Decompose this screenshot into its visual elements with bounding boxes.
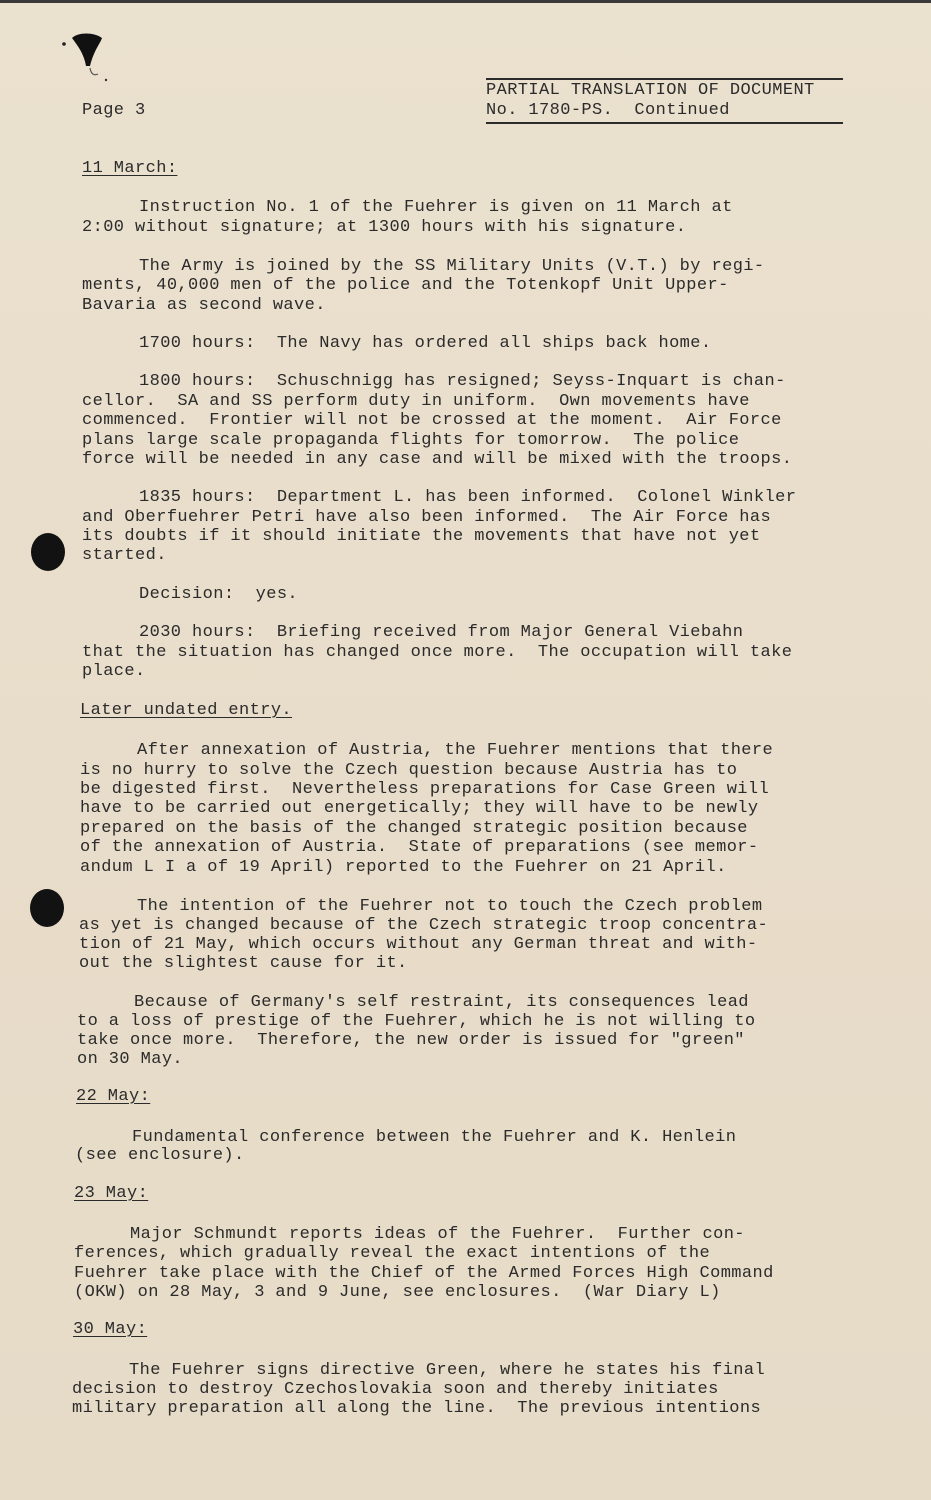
paragraph-line: take once more. Therefore, the new order is issued for "green" — [77, 1031, 745, 1050]
paragraph-line: Major Schmundt reports ideas of the Fuehrer. Further con- — [130, 1225, 745, 1244]
paragraph-line: Decision: yes. — [139, 585, 299, 604]
paragraph-line: 1800 hours: Schuschnigg has resigned; Seyss-Inquart is chan- — [139, 372, 786, 391]
header-top-rule — [486, 78, 843, 80]
paragraph-line: force will be needed in any case and will be mixed with the troops. — [82, 450, 793, 469]
paragraph-line: The Army is joined by the SS Military Units (V.T.) by regi- — [139, 257, 765, 276]
paragraph-line: place. — [82, 662, 146, 681]
paragraph-line: Bavaria as second wave. — [82, 296, 326, 315]
paragraph-line: is no hurry to solve the Czech question because Austria has to — [80, 761, 738, 780]
paragraph-line: The intention of the Fuehrer not to touch the Czech problem — [137, 897, 763, 916]
section-heading-22-may: 22 May: — [76, 1087, 151, 1106]
paragraph-line: prepared on the basis of the changed strategic position because — [80, 819, 748, 838]
paragraph-line: out the slightest cause for it. — [79, 954, 408, 973]
document-title-line1: PARTIAL TRANSLATION OF DOCUMENT — [486, 81, 815, 100]
document-title-line2: No. 1780-PS. Continued — [486, 101, 730, 120]
paragraph-line: After annexation of Austria, the Fuehrer mentions that there — [137, 741, 774, 760]
paragraph-line: commenced. Frontier will not be crossed at the moment. Air Force — [82, 411, 782, 430]
top-edge-rule — [0, 0, 931, 3]
paragraph-line: The Fuehrer signs directive Green, where he states his final — [129, 1361, 766, 1380]
paragraph-line: Instruction No. 1 of the Fuehrer is given on 11 March at — [139, 198, 733, 217]
section-heading-later-entry: Later undated entry. — [80, 701, 293, 720]
paragraph-line: as yet is changed because of the Czech strategic troop concentra- — [79, 916, 769, 935]
paragraph-line: and Oberfuehrer Petri have also been informed. The Air Force has — [82, 508, 772, 527]
paragraph-line: Because of Germany's self restraint, its consequences lead — [134, 993, 749, 1012]
header-bottom-rule — [486, 122, 843, 124]
paragraph-line: military preparation all along the line. The previous intentions — [72, 1399, 762, 1418]
punch-hole-1 — [31, 533, 65, 571]
paragraph-line: 1835 hours: Department L. has been informed. Colonel Winkler — [139, 488, 797, 507]
paragraph-line: Fuehrer take place with the Chief of the Armed Forces High Command — [74, 1264, 774, 1283]
section-heading-23-may: 23 May: — [74, 1184, 149, 1203]
paragraph-line: on 30 May. — [77, 1050, 184, 1069]
paragraph-line: decision to destroy Czechoslovakia soon and thereby initiates — [72, 1380, 719, 1399]
paragraph-line: cellor. SA and SS perform duty in uniform. Own movements have — [82, 392, 750, 411]
paragraph-line: Fundamental conference between the Fuehrer and K. Henlein — [132, 1128, 737, 1147]
paragraph-line: that the situation has changed once more. The occupation will take — [82, 643, 793, 662]
paragraph-line: its doubts if it should initiate the movements that have not yet — [82, 527, 761, 546]
paragraph-line: of the annexation of Austria. State of preparations (see memor- — [80, 838, 759, 857]
paragraph-line: 2030 hours: Briefing received from Major General Viebahn — [139, 623, 744, 642]
paragraph-line: (see enclosure). — [75, 1146, 245, 1165]
page-number: Page 3 — [82, 101, 146, 120]
paragraph-line: started. — [82, 546, 167, 565]
paragraph-line: be digested first. Nevertheless preparations for Case Green will — [80, 780, 770, 799]
paragraph-line: 1700 hours: The Navy has ordered all ships back home. — [139, 334, 712, 353]
paragraph-line: (OKW) on 28 May, 3 and 9 June, see enclosures. (War Diary L) — [74, 1283, 721, 1302]
paragraph-line: andum L I a of 19 April) reported to the Fuehrer on 21 April. — [80, 858, 727, 877]
section-heading-30-may: 30 May: — [73, 1320, 148, 1339]
section-heading-11-march: 11 March: — [82, 159, 178, 178]
paragraph-line: have to be carried out energetically; they will have to be newly — [80, 799, 759, 818]
paragraph-line: tion of 21 May, which occurs without any German threat and with- — [79, 935, 758, 954]
paragraph-line: ferences, which gradually reveal the exact intentions of the — [74, 1244, 711, 1263]
paragraph-line: ments, 40,000 men of the police and the Totenkopf Unit Upper- — [82, 276, 729, 295]
paragraph-line: to a loss of prestige of the Fuehrer, which he is not willing to — [77, 1012, 756, 1031]
paragraph-line: 2:00 without signature; at 1300 hours with his signature. — [82, 218, 687, 237]
ink-blot-icon — [60, 30, 110, 82]
paragraph-line: plans large scale propaganda flights for tomorrow. The police — [82, 431, 740, 450]
punch-hole-2 — [30, 889, 64, 927]
